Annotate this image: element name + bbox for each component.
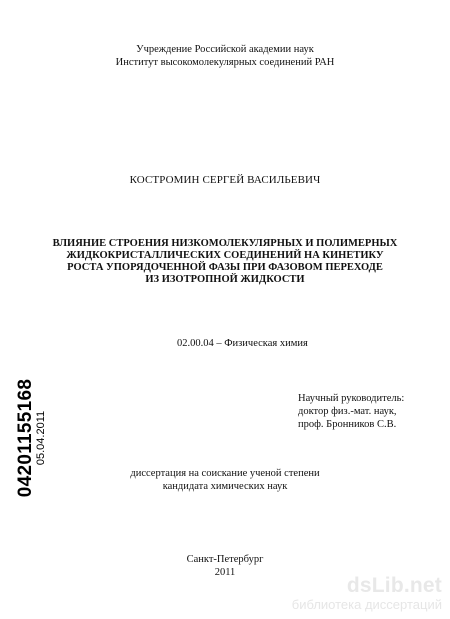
watermark-logo: dsLib.net bbox=[346, 574, 442, 597]
advisor-line: доктор физ.-мат. наук, bbox=[298, 406, 397, 417]
degree-line: кандидата химических наук bbox=[162, 481, 288, 492]
advisor-line: Научный руководитель: bbox=[298, 393, 405, 404]
watermark-subtitle: библиотека диссертаций bbox=[291, 597, 442, 612]
title-line: ЖИДКОКРИСТАЛЛИЧЕСКИХ СОЕДИНЕНИЙ НА КИНЕТИКУ bbox=[66, 250, 384, 261]
library-stamp bbox=[4, 378, 48, 498]
title-line: ВЛИЯНИЕ СТРОЕНИЯ НИЗКОМОЛЕКУЛЯРНЫХ И ПОЛИМЕРНЫХ bbox=[52, 238, 398, 249]
institution-line: Институт высокомолекулярных соединений РАН bbox=[115, 57, 335, 68]
title-line: ИЗ ИЗОТРОПНОЙ ЖИДКОСТИ bbox=[145, 274, 305, 285]
institution-header bbox=[0, 43, 450, 69]
degree-statement bbox=[0, 467, 450, 493]
institution-line: Учреждение Российской академии наук bbox=[136, 44, 314, 55]
title-line: РОСТА УПОРЯДОЧЕННОЙ ФАЗЫ ПРИ ФАЗОВОМ ПЕРЕХОДЕ bbox=[67, 262, 383, 273]
watermark bbox=[292, 575, 442, 613]
year: 2011 bbox=[214, 567, 236, 578]
stamp-date: 05.04.2011 bbox=[35, 410, 47, 466]
advisor-line: проф. Бронников С.В. bbox=[298, 419, 397, 430]
advisor-block bbox=[298, 392, 404, 431]
degree-line: диссертация на соискание ученой степени bbox=[130, 468, 320, 479]
thesis-title bbox=[20, 238, 430, 286]
specialty-code: 02.00.04 – Физическая химия bbox=[177, 338, 308, 349]
stamp-number: 04201155168 bbox=[15, 378, 36, 498]
author-name: КОСТРОМИН СЕРГЕЙ ВАСИЛЬЕВИЧ bbox=[129, 174, 321, 186]
city: Санкт-Петербург bbox=[186, 554, 264, 565]
